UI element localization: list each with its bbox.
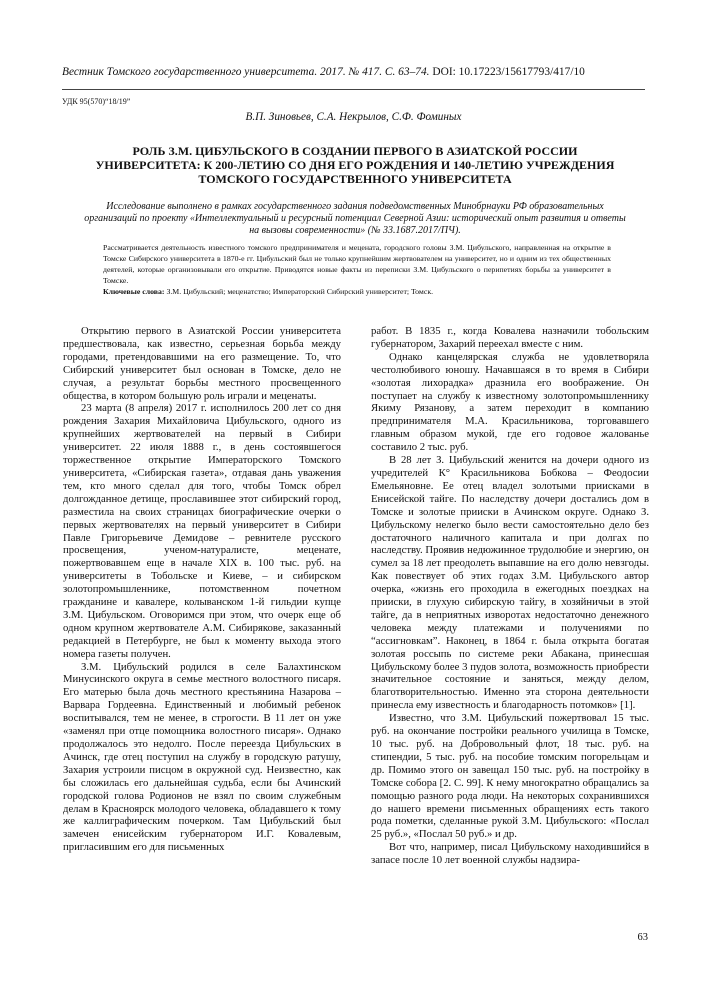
doi: DOI: 10.17223/15617793/417/10	[432, 66, 585, 78]
header-rule	[62, 89, 645, 90]
funding-note: Исследование выполнено в рамках государственного задания подведомственных Минобрнауки РФ образовательных организаций по проекту «Интеллектуальный и ресурсный потенциал Северной Азии: исторический опыт развития и ответы на вызовы современности» (№ 33.1687.2017/ПЧ).	[84, 201, 626, 236]
paragraph: Однако канцелярская служба не удовлетворяла честолюбивого юношу. Начавшаяся в то время в Сибири «золотая лихорадка» дразнила его воображение. Он поступает на службу к известному золотопромышленнику Якиму Рязанову, а затем переходит в компанию предпринимателя М.А. Красильникова, торговавшего главным образом мукой, где его годовое жалованье составило 2 тыс. руб.	[371, 350, 649, 454]
paragraph: Открытию первого в Азиатской России университета предшествовала, как известно, серьезная борьба между городами, претендовавшими на его размещение. То, что Сибирский университет был основан в Томске, дело не случая, а результат борьбы местного просвещенного общества, в котором большую роль играли и меценаты.	[63, 325, 341, 402]
udk-code: УДК 95(570)“18/19”	[62, 97, 131, 106]
paragraph: В 28 лет З. Цибульский женится на дочери одного из учредителей К° Красильникова Бобкова – Феодосии Емельяновне. Ее отец владел золотыми приисками в Енисейской тайге. По наследству дочери достались дом в Томске и золотые прииски в Ачинском округе. Однако З. Цибульскому нелегко было вести самостоятельно дело без достаточного наличного капитала и при долгах по наследству. Проявив недюжинное трудолюбие и энергию, он сумел за 18 лет преодолеть выпавшие на его долю невзгоды. Как повествует об этих годах З.М. Цибульского автор очерка, «жизнь его проходила в ежегодных поездках на прииски, в глухую сибирскую тайгу, в хозяйничьи в этой тайге, да в неприятных изворотах недостаточно денежного человека между платежами и получениями по “ассигновкам”. Наконец, в 1864 г. была открыта богатая золотая россыпь по системе реки Абакана, принесшая Цибульскому более 3 пудов золота, возможность приобрести значительное состояние и заняться, между делом, благотворительностью. Именно эта сторона деятельности принесла ему известность и благодарность потомков» [1].	[371, 454, 649, 712]
left-column	[63, 325, 341, 854]
keywords	[103, 287, 611, 298]
paragraph: Вот что, например, писал Цибульскому находившийся в запасе после 10 лет военной службы надзира-	[371, 841, 649, 867]
article-title: РОЛЬ З.М. ЦИБУЛЬСКОГО В СОЗДАНИИ ПЕРВОГО В АЗИАТСКОЙ РОССИИ УНИВЕРСИТЕТА: К 200-ЛЕТИЮ СО ДНЯ ЕГО РОЖДЕНИЯ И 140-ЛЕТИЮ УЧРЕЖДЕНИЯ ТОМСКОГО ГОСУДАРСТВЕННОГО УНИВЕРСИТЕТА	[95, 144, 615, 186]
keywords-list: З.М. Цибульский; меценатство; Императорский Сибирский университет; Томск.	[166, 286, 434, 296]
paragraph: Известно, что З.М. Цибульский пожертвовал 15 тыс. руб. на окончание постройки реального училища в Томске, 10 тыс. руб. на Добровольный флот, 18 тыс. руб. на стипендии, 5 тыс. руб. на пособие томским погорельцам и др. Помимо этого он завещал 150 тыс. руб. на постройку в Томске собора [2. С. 99]. К нему многократно обращались за помощью разного рода люди. На некоторых сохранившихся до нашего времени письменных обращениях есть такого рода пометки, сделанные рукой З.М. Цибульского: «Послал 25 руб.», «Послал 50 руб.» и др.	[371, 712, 649, 841]
journal-header	[62, 66, 645, 78]
keywords-label: Ключевые слова:	[103, 286, 165, 296]
authors: В.П. Зиновьев, С.А. Некрылов, С.Ф. Фоминых	[245, 111, 462, 123]
abstract-text: Рассматривается деятельность известного томского предпринимателя и мецената, городского головы З.М. Цибульского, направленная на открытие в Томске Сибирского университета в 1870-е гг. Цибульский был не только крупнейшим жертвователем на университет, но и одним из тех общественных деятелей, которые организовывали его открытие. Приводятся новые факты из переписки З.М. Цибульского о перипетиях борьбы за университет в Томске.	[103, 243, 611, 285]
journal-citation: Вестник Томского государственного университета. 2017. № 417. С. 63–74.	[62, 66, 430, 78]
abstract	[103, 243, 611, 298]
paragraph: З.М. Цибульский родился в селе Балахтинском Минусинского округа в семье местного волостного писаря. Его матерью была дочь местного крестьянина Назарова – Варвара Гордеевна. Единственный и любимый ребенок воспитывался, тем не менее, в строгости. В 11 лет он уже «заменял при отце помощника волостного писаря». Однако продолжалось это недолго. После переезда Цибульских в Ачинск, где отец поступил на службу в городскую ратушу, Захария устроили писцом в окружной суд. Неизвестно, как бы сложилась его дальнейшая судьба, если бы Ачинский городской голова Родионов не взял по своим служебным делам в Красноярск молодого человека, обладавшего к тому же каллиграфическим почерком. Там Цибульский был замечен енисейским губернатором И.Г. Ковалевым, пригласившим его для письменных	[63, 660, 341, 854]
paragraph: 23 марта (8 апреля) 2017 г. исполнилось 200 лет со дня рождения Захария Михайловича Цибульского, одного из крупнейших жертвователей на первый в Сибири университет. 22 июля 1888 г., в день состоявшегося торжественное открытие Императорского Томского университета, «Сибирская газета», отдавая дань уважения тем, кто много сделал для того, чтобы Томск обрел долгожданное детище, прославившее этот сибирский город, разместила на своих страницах биографические очерки о первых жертвователях на первый университет в Сибири Павле Григорьевиче Демидове – ревнителе русского просвещения, ученом-натуралисте, меценате, пожертвовавшем еще в начале XIX в. 100 тыс. руб. на университеты в Тобольске и Киеве, – и сибирском золотопромышленнике, потомственном почетном гражданине и кавалере, колыванском 1-й гильдии купце З.М. Цибульском. Оговоримся при этом, что очерк еще об одном крупном жертвователе А.М. Сибирякове, заказанный редакцией в Петербурге, не был к моменту выхода этого номера газеты получен.	[63, 402, 341, 660]
right-column	[371, 325, 649, 867]
paragraph: работ. В 1835 г., когда Ковалева назначили тобольским губернатором, Захарий переехал вместе с ним.	[371, 325, 649, 350]
page-number: 63	[637, 932, 648, 943]
